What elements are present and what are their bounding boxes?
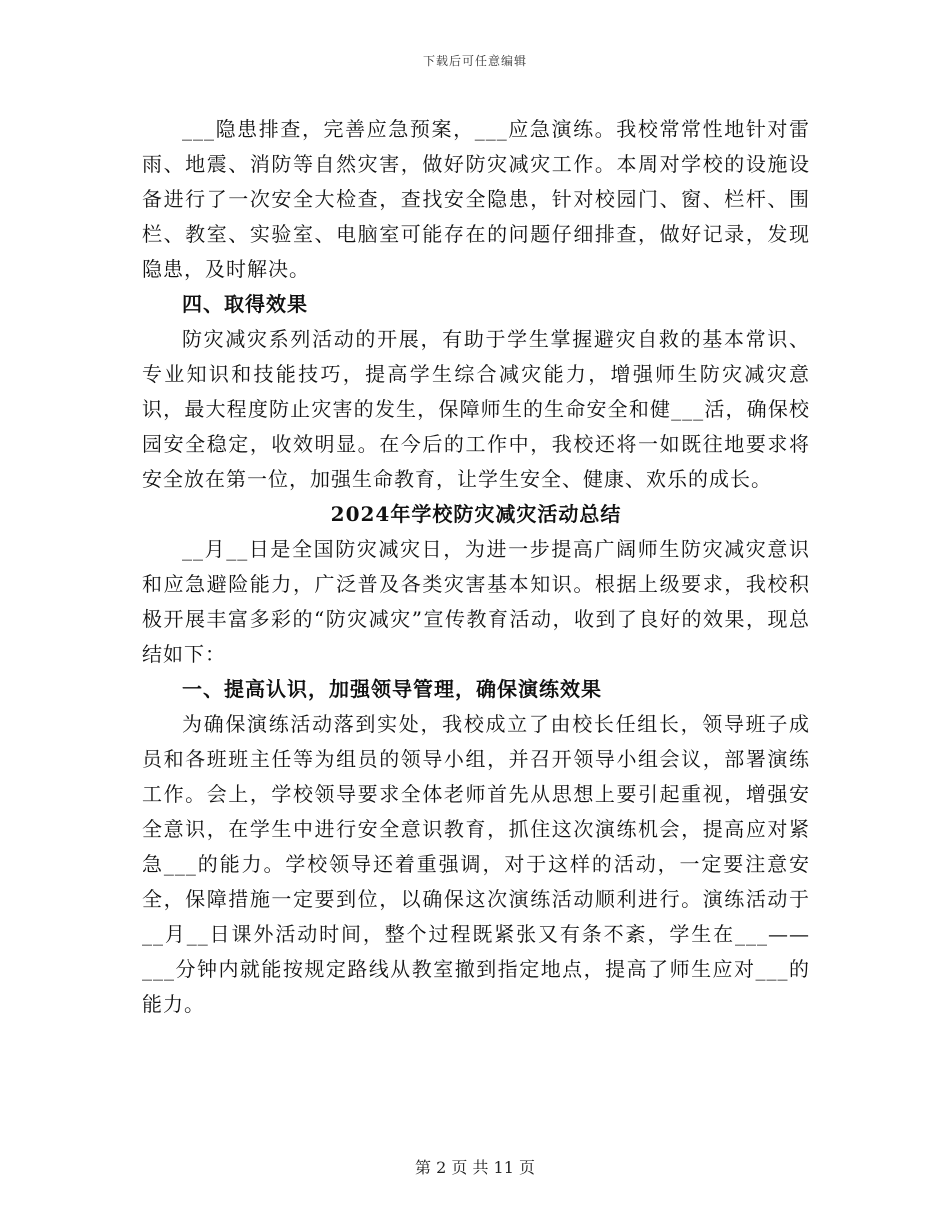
paragraph-intro: __月__日是全国防灾减灾日，为进一步提高广阔师生防灾减灾意识和应急避险能力，广泛普及各类灾害基本知识。根据上级要求，我校积极开展丰富多彩的“防灾减灾”宣传教育活动，收到了良好的效果，现总结如下： bbox=[142, 537, 810, 666]
document-title: 2024年学校防灾减灾活动总结 bbox=[330, 502, 622, 526]
paragraph-results: 防灾减灾系列活动的开展，有助于学生掌握避灾自救的基本常识、专业知识和技能技巧，提高学生综合减灾能力，增强师生防灾减灾意识，最大程度防止灾害的发生，保障师生的生命安全和健___活，确保校园安全稳定，收效明显。在今后的工作中，我校还将一如既往地要求将安全放在第一位，加强生命教育，让学生安全、健康、欢乐的成长。 bbox=[142, 327, 810, 491]
page-number: 第 2 页 共 11 页 bbox=[415, 1158, 535, 1177]
section-heading-leadership: 一、提高认识，加强领导管理，确保演练效果 bbox=[182, 677, 602, 701]
document-body bbox=[142, 112, 810, 1022]
header-note: 下载后可任意编辑 bbox=[422, 54, 527, 68]
paragraph-hazard-check: ___隐患排查，完善应急预案，___应急演练。我校常常性地针对雷雨、地震、消防等自然灾害，做好防灾减灾工作。本周对学校的设施设备进行了一次安全大检查，查找安全隐患，针对校园门、窗、栏杆、围栏、教室、实验室、电脑室可能存在的问题仔细排查，做好记录，发现隐患，及时解决。 bbox=[142, 117, 810, 281]
section-heading-results: 四、取得效果 bbox=[182, 292, 308, 316]
paragraph-leadership: 为确保演练活动落到实处，我校成立了由校长任组长，领导班子成员和各班班主任等为组员的领导小组，并召开领导小组会议，部署演练工作。会上，学校领导要求全体老师首先从思想上要引起重视，增强安全意识，在学生中进行安全意识教育，抓住这次演练机会，提高应对紧急___的能力。学校领导还着重强调，对于这样的活动，一定要注意安全，保障措施一定要到位，以确保这次演练活动顺利进行。演练活动于__月__日课外活动时间，整个过程既紧张又有条不紊，学生在___——___分钟内就能按规定路线从教室撤到指定地点，提高了师生应对___的能力。 bbox=[142, 712, 810, 1016]
